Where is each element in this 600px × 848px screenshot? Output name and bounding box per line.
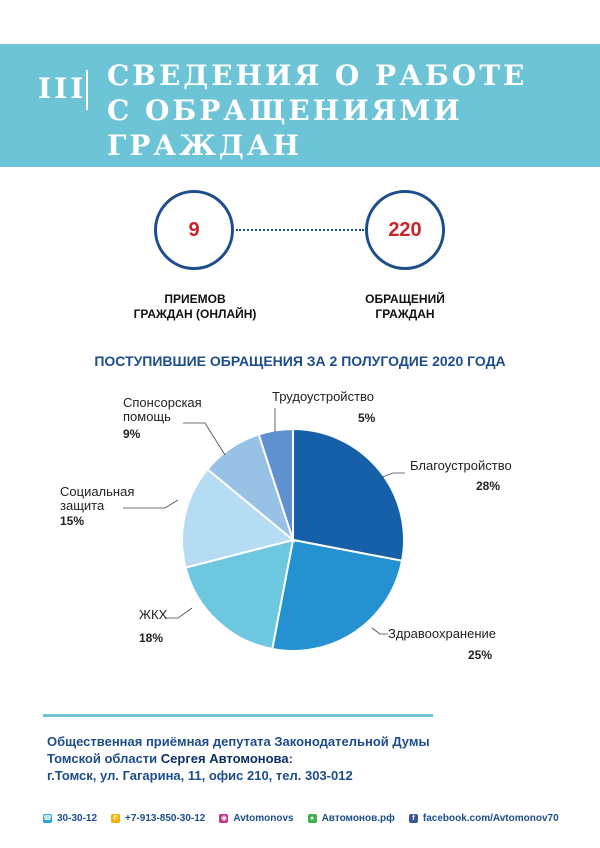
footer-line-2-prefix: Томской области xyxy=(47,751,161,766)
contact-facebook[interactable] xyxy=(409,813,559,824)
footer-line-1: Общественная приёмная депутата Законодательной Думы xyxy=(47,734,430,749)
whatsapp-icon: ✆ xyxy=(112,814,119,822)
section-title-line-2: С ОБРАЩЕНИЯМИ xyxy=(107,94,463,127)
slice-label-social-line-1: Социальная xyxy=(60,484,135,499)
slice-label-blagoustroystvo: Благоустройство xyxy=(410,458,512,473)
slice-pct-social: 15% xyxy=(60,514,85,528)
stat-label-appeals-line-1: ОБРАЩЕНИЙ xyxy=(365,292,445,306)
deputy-name: Сергея Автомонова xyxy=(160,751,289,766)
phone-icon: ☎ xyxy=(43,814,52,822)
slice-label-social xyxy=(60,485,134,513)
contact-phone-text: 30-30-12 xyxy=(57,812,98,824)
contact-instagram[interactable] xyxy=(219,813,293,824)
website-icon: ● xyxy=(308,814,317,823)
stat-label-appeals-line-2: ГРАЖДАН xyxy=(375,307,435,321)
footer-line-2 xyxy=(47,750,567,767)
contacts-bar xyxy=(43,810,583,826)
slice-pct-zhkkh: 18% xyxy=(139,631,164,645)
footer-line-3: г.Томск, ул. Гагарина, 11, офис 210, тел. 303-012 xyxy=(47,768,353,783)
slice-pct-sponsor: 9% xyxy=(123,427,141,441)
contact-instagram-text: Avtomonovs xyxy=(233,812,294,824)
stat-label-receptions-line-1: ПРИЕМОВ xyxy=(164,292,226,306)
slice-label-zhkkh: ЖКХ xyxy=(139,607,168,622)
contact-whatsapp[interactable] xyxy=(111,813,205,824)
section-title-line-3: ГРАЖДАН xyxy=(107,129,303,162)
footer-line-2-suffix: : xyxy=(288,751,293,766)
slice-pct-blagoustroystvo: 28% xyxy=(476,479,501,493)
leader-line-sponsor xyxy=(183,423,225,455)
slice-pct-zdravookhranenie: 25% xyxy=(468,648,493,662)
slice-label-social-line-2: защита xyxy=(60,498,105,513)
section-number: III xyxy=(38,72,87,105)
chart-title: ПОСТУПИВШИЕ ОБРАЩЕНИЯ ЗА 2 ПОЛУГОДИЕ 2020 ГОДА xyxy=(94,353,506,369)
contact-facebook-text: facebook.com/Avtomonov70 xyxy=(422,812,559,824)
slice-label-sponsor xyxy=(123,396,202,424)
slice-label-jobs: Трудоустройство xyxy=(272,389,375,404)
contact-website-text: Автомонов.рф xyxy=(321,812,395,824)
footer-address-block xyxy=(47,733,567,784)
contact-phone[interactable] xyxy=(43,813,97,824)
facebook-icon: f xyxy=(409,814,418,823)
leader-line-zdravookhranenie xyxy=(372,628,388,634)
leader-line-zhkkh xyxy=(165,608,192,618)
stat-circle-appeals: 220 xyxy=(365,190,445,270)
stat-circle-receptions: 9 xyxy=(154,190,234,270)
stat-label-receptions-line-2: ГРАЖДАН (ОНЛАЙН) xyxy=(133,307,257,321)
slice-label-zdravookhranenie: Здравоохранение xyxy=(388,626,497,641)
instagram-icon: ◉ xyxy=(220,814,227,822)
contact-whatsapp-text: +7-913-850-30-12 xyxy=(125,812,206,824)
contact-website[interactable] xyxy=(308,813,395,824)
section-title-line-1: СВЕДЕНИЯ О РАБОТЕ xyxy=(107,59,528,92)
footer-rule xyxy=(43,714,433,717)
slice-label-sponsor-line-1: Спонсорская xyxy=(123,395,202,410)
slice-label-sponsor-line-2: помощь xyxy=(123,409,171,424)
pie-slice-blagoustroystvo xyxy=(293,429,404,561)
slice-pct-jobs: 5% xyxy=(358,411,376,425)
